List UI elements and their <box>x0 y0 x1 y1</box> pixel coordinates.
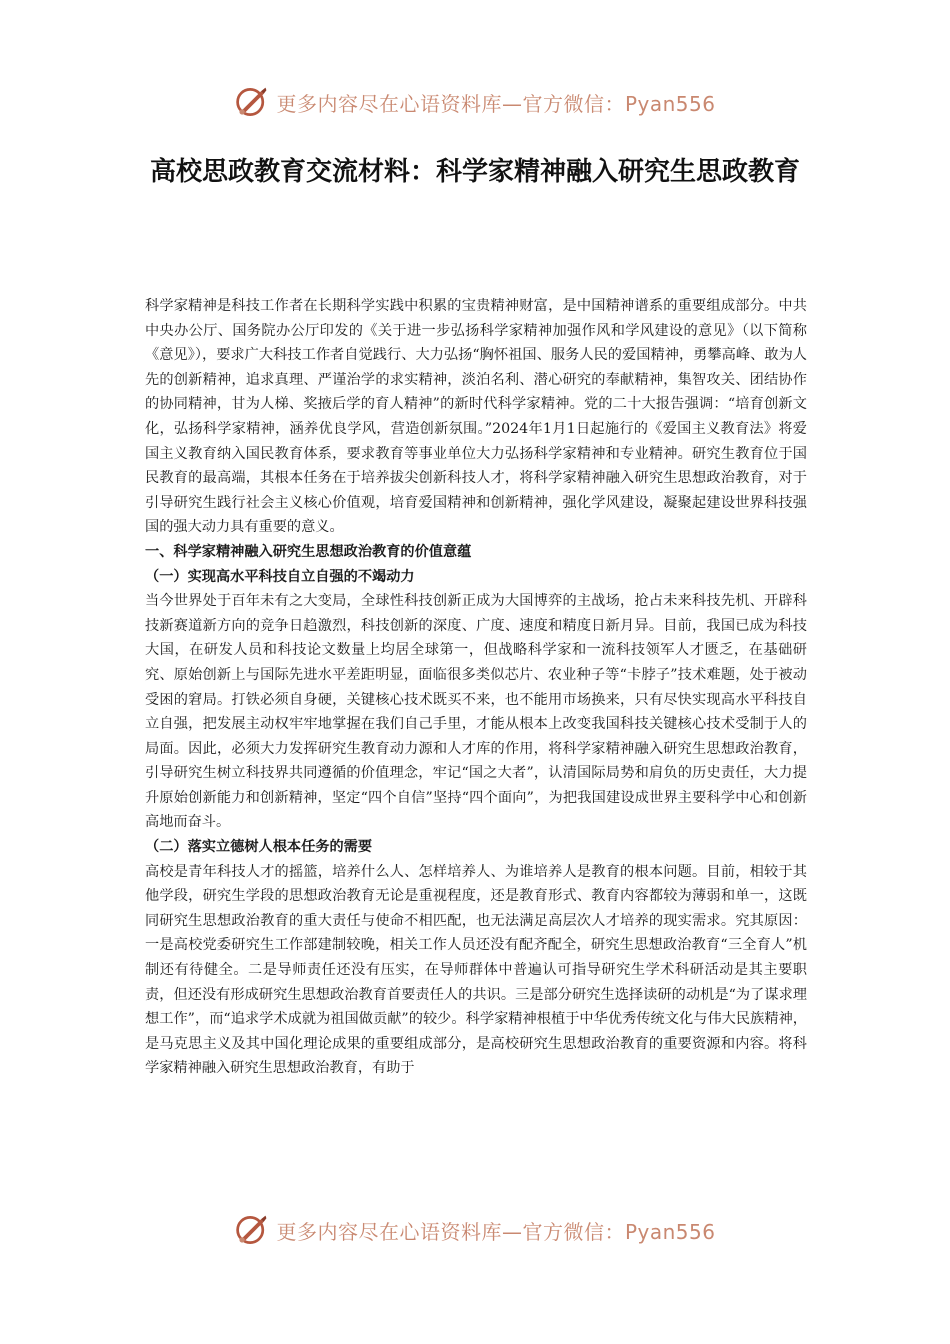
intro-paragraph: 科学家精神是科技工作者在长期科学实践中积累的宝贵精神财富，是中国精神谱系的重要组成部分。中共中央办公厅、国务院办公厅印发的《关于进一步弘扬科学家精神加强作风和学风建设的意见》（以下简称《意见》），要求广大科技工作者自觉践行、大力弘扬“胸怀祖国、服务人民的爱国精神，勇攀高峰、敢为人先的创新精神，追求真理、严谨治学的求实精神，淡泊名利、潜心研究的奉献精神，集智攻关、团结协作的协同精神，甘为人梯、奖掖后学的育人精神”的新时代科学家精神。党的二十大报告强调：“培育创新文化，弘扬科学家精神，涵养优良学风，营造创新氛围。”2024年1月1日起施行的《爱国主义教育法》将爱国主义教育纳入国民教育体系，要求教育等事业单位大力弘扬科学家精神和专业精神。研究生教育位于国民教育的最高端，其根本任务在于培养拔尖创新科技人才，将科学家精神融入研究生思想政治教育，对于引导研究生践行社会主义核心价值观，培育爱国精神和创新精神，强化学风建设，凝聚起建设世界科技强国的强大动力具有重要的意义。 <box>145 298 807 536</box>
section-1-heading: 一、科学家精神融入研究生思想政治教育的价值意蕴 <box>145 543 472 560</box>
brush-pen-logo-icon <box>234 84 270 120</box>
subsection-2-paragraph: 高校是青年科技人才的摇篮，培养什么人、怎样培养人、为谁培养人是教育的根本问题。目前，相较于其他学段，研究生学段的思想政治教育无论是重视程度，还是教育形式、教育内容都较为薄弱和单一，这既同研究生思想政治教育的重大责任与使命不相匹配，也无法满足高层次人才培养的现实需求。究其原因：一是高校党委研究生工作部建制较晚，相关工作人员还没有配齐配全，研究生思想政治教育“三全育人”机制还有待健全。二是导师责任还没有压实，在导师群体中普遍认可指导研究生学术科研活动是其主要职责，但还没有形成研究生思想政治教育首要责任人的共识。三是部分研究生选择读研的动机是“为了谋求理想工作”，而“追求学术成就为祖国做贡献”的较少。科学家精神根植于中华优秀传统文化与伟大民族精神，是马克思主义及其中国化理论成果的重要组成部分，是高校研究生思想政治教育的重要资源和内容。将科学家精神融入研究生思想政治教育，有助于 <box>145 863 807 1077</box>
subsection-1-paragraph: 当今世界处于百年未有之大变局，全球性科技创新正成为大国博弈的主战场，抢占未来科技先机、开辟科技新赛道新方向的竞争日趋激烈，科技创新的深度、广度、速度和精度日新月异。目前，我国已成为科技大国，在研发人员和科技论文数量上均居全球第一，但战略科学家和一流科技领军人才匮乏，在基础研究、原始创新上与国际先进水平差距明显，面临很多类似芯片、农业种子等“卡脖子”技术难题，处于被动受困的窘局。打铁必须自身硬，关键核心技术既买不来，也不能用市场换来，只有尽快实现高水平科技自立自强，把发展主动权牢牢地掌握在我们自己手里，才能从根本上改变我国科技关键核心技术受制于人的局面。因此，必须大力发挥研究生教育动力源和人才库的作用，将科学家精神融入研究生思想政治教育，引导研究生树立科技界共同遵循的价值理念，牢记“国之大者”，认清国际局势和肩负的历史责任，大力提升原始创新能力和创新精神，坚定“四个自信”坚持“四个面向”，为把我国建设成世界主要科学中心和创新高地而奋斗。 <box>145 593 807 831</box>
watermark-header <box>0 82 950 122</box>
brush-pen-logo-icon <box>234 1212 270 1248</box>
watermark-text: 更多内容尽在心语资料库—官方微信：Pyan556 <box>276 91 716 116</box>
watermark-text: 更多内容尽在心语资料库—官方微信：Pyan556 <box>276 1219 716 1244</box>
subsection-2-heading: （二）落实立德树人根本任务的需要 <box>145 839 373 856</box>
subsection-1-heading: （一）实现高水平科技自立自强的不竭动力 <box>145 568 415 585</box>
document-title: 高校思政教育交流材料：科学家精神融入研究生思政教育 <box>149 157 800 187</box>
watermark-footer <box>0 1210 950 1250</box>
document-body <box>145 294 807 1081</box>
